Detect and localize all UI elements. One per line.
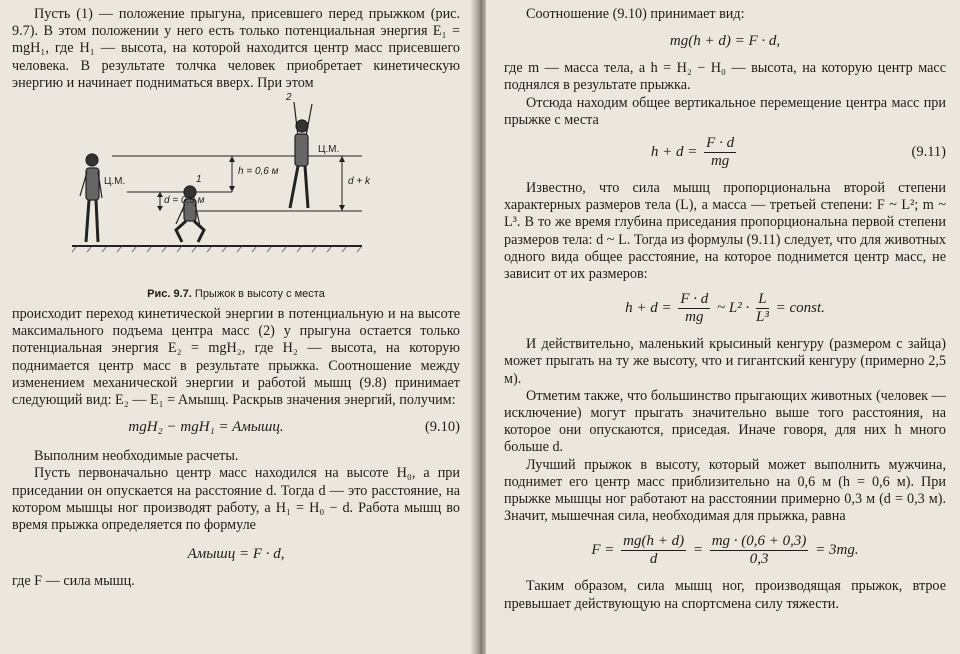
- right-paragraph-2: где m — масса тела, а h = H₂ − H₀ — высота, на которую центр масс поднялся в результате прыжка.: [504, 60, 946, 94]
- label-position-2: 2: [286, 92, 292, 104]
- left-paragraph-1: Пусть (1) — положение прыгуна, присевшего перед прыжком (рис. 9.7). В этом положении у него есть только потенциальная энергия E₁ = mgH₁, где H₁ — высота, на которой находится центр масс присевшего человека. В результате толчка человек приобретает кинетическую энергию и начинает подниматься вверх. При этом: [12, 6, 460, 91]
- equation-9-10: [12, 419, 460, 436]
- right-paragraph-5: И действительно, маленький крысиный кенгуру (размером с зайца) может прыгать на ту же высоту, что и гигантский кенгуру (примерно 2,5 м).: [504, 336, 946, 387]
- right-paragraph-7: Лучший прыжок в высоту, который может выполнить мужчина, поднимет его центр масс приблизительно на 0,6 м (h = 0,6 м). При прыжке мышцы ног работают на расстоянии примерно 0,3 м (d = 0,3 м). Значит, мышечная сила, необходимая для прыжка, равна: [504, 456, 946, 525]
- left-page: [0, 0, 474, 654]
- equation-9-11-numerator: F · d: [706, 135, 735, 152]
- equation-momentum: [504, 33, 946, 50]
- equation-9-10-number: (9.10): [424, 419, 460, 436]
- right-paragraph-3: Отсюда находим общее вертикальное перемещение центра масс при прыжке с места: [504, 94, 946, 128]
- right-paragraph-6: Отметим также, что большинство прыгающих животных (человек — исключение) могут прыгать значительно выше того расстояния, на которое они опускаются, приседая. Иначе говоря, для них h много больше d.: [504, 387, 946, 456]
- left-paragraph-3: Выполним необходимые расчеты.: [34, 448, 239, 465]
- right-paragraph-4: Известно, что сила мышц пропорциональна второй степени характерных размеров тела (L), а масса — третьей степени: F ~ L²; m ~ L³. В то же время глубина приседания пропорциональна первой степени размеров тела: d ~ L. Тогда из формулы (9.11) следует, что для животных одного вида общее расстояние, на которое поднимется центр масс, не зависит от их размеров:: [504, 180, 946, 283]
- equation-scaling-f2-numerator: L: [758, 291, 767, 308]
- label-cm-left: Ц.М.: [104, 176, 126, 188]
- equation-9-11-denominator: mg: [710, 153, 730, 170]
- equation-9-11-lhs: h + d =: [650, 143, 698, 160]
- caption-label: Рис. 9.7.: [147, 288, 192, 301]
- left-paragraph-5: где F — сила мышц.: [12, 573, 135, 590]
- equation-scaling-lhs: h + d =: [625, 300, 672, 317]
- equation-9-11: [504, 135, 946, 170]
- equation-scaling-f1-numerator: F · d: [680, 291, 709, 308]
- figure-9-7: [12, 92, 460, 282]
- equation-9-11-body: [504, 135, 886, 170]
- equation-momentum-body: mg(h + d) = F · d,: [669, 33, 781, 50]
- equation-force-f2-denominator: 0,3: [749, 551, 769, 568]
- label-position-1: 1: [196, 174, 202, 186]
- label-h: h = 0,6 м: [238, 166, 279, 178]
- equation-scaling-rhs: = const.: [775, 300, 825, 317]
- equation-9-11-fraction: [704, 135, 736, 170]
- equation-9-11-number: (9.11): [911, 144, 946, 161]
- left-paragraph-2: происходит переход кинетической энергии в потенциальную и на высоте максимального подъема центра масс (2) у прыгуна остается только потенциальная энергия E₂ = mgH₂, где H₂ — высота, на которую поднимается центр масс в результате прыжка. Соотношение между изменением механической энергии и работой мышц (9.8) принимает следующий вид: E₂ — E₁ = Aмышц. Раскрыв значения энергий, получим:: [12, 306, 460, 409]
- equation-force: [504, 533, 946, 568]
- label-d-plus-k: d + k: [348, 176, 370, 188]
- equation-work-body: Aмышц = F · d,: [187, 546, 285, 563]
- equation-force-equals: =: [692, 542, 703, 559]
- equation-scaling-f2-denominator: L³: [756, 309, 769, 326]
- right-page: [486, 0, 960, 654]
- caption-text: Прыжок в высоту с места: [194, 288, 325, 301]
- equation-scaling-f1-denominator: mg: [685, 309, 704, 326]
- equation-scaling-body: [504, 291, 946, 326]
- equation-force-body: [504, 533, 946, 568]
- label-cm-right: Ц.М.: [318, 144, 340, 156]
- label-d: d = 0,3 м: [164, 195, 205, 207]
- figure-caption: [12, 288, 460, 300]
- equation-force-f1-denominator: d: [649, 551, 658, 568]
- equation-scaling: [504, 291, 946, 326]
- equation-force-f1-numerator: mg(h + d): [623, 533, 685, 550]
- equation-force-lhs: F =: [591, 542, 615, 559]
- equation-force-rhs: = 3mg.: [815, 542, 859, 559]
- equation-force-fraction-2: [710, 533, 809, 568]
- left-paragraph-4: Пусть первоначально центр масс находился на высоте H₀, а при приседании он опускается на расстояние d. Тогда d — это расстояние, на котором мышцы ног производят работу, а H₁ = H₀ − d. Работа мышц во время прыжка определяется по формуле: [12, 465, 460, 534]
- equation-scaling-fraction-2: [756, 291, 769, 326]
- equation-9-10-body: mgH₂ − mgH₁ = Aмышц.: [128, 419, 284, 436]
- right-paragraph-8: Таким образом, сила мышц ног, производящая прыжок, втрое превышает действующую на спортсмена силу тяжести.: [504, 578, 946, 612]
- right-paragraph-1: Соотношение (9.10) принимает вид:: [526, 6, 745, 22]
- equation-scaling-fraction-1: [678, 291, 710, 326]
- equation-force-fraction-1: [621, 533, 686, 568]
- equation-work: [12, 546, 460, 563]
- equation-force-f2-numerator: mg · (0,6 + 0,3): [711, 533, 807, 550]
- equation-scaling-mid: ~ L² ·: [717, 300, 750, 317]
